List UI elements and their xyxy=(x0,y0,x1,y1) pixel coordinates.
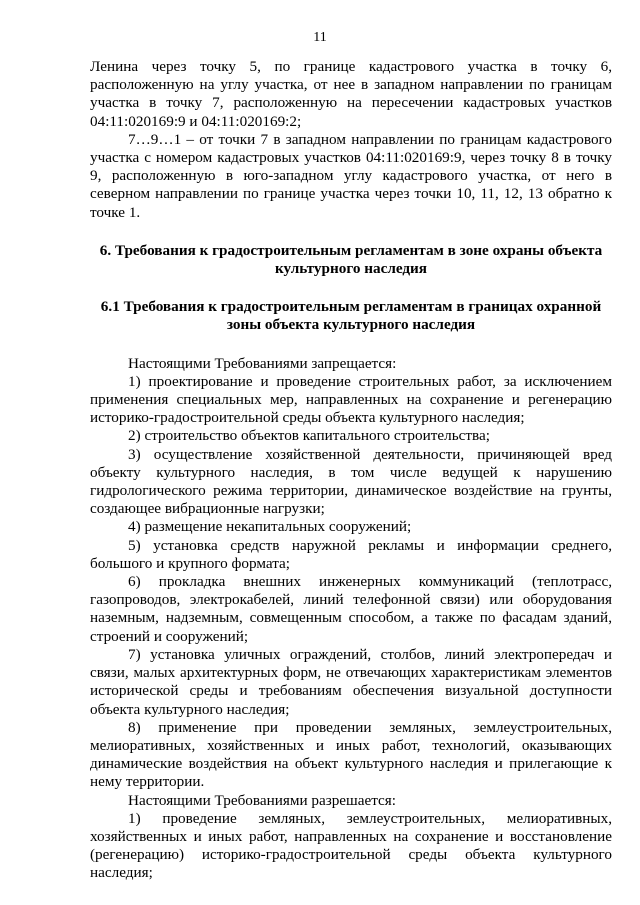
prohibited-item: 4) размещение некапитальных сооружений; xyxy=(128,518,412,536)
section-heading-6-1: 6.1 Требования к градостроительным регламентам в границах охранной зоны объекта культурного наследия xyxy=(100,298,602,334)
paragraph-boundary-description: 7…9…1 – от точки 7 в западном направлении по границам кадастрового участка с номером кадастровых участков 04:11:020169:9, через точку 8 в точку 9, расположенную в юго-западном углу кадастрового участка, от него в северном направлении по границе участка через точки 10, 11, 12, 13 обратно к точке 1. xyxy=(90,130,612,221)
prohibited-item: 3) осуществление хозяйственной деятельности, причиняющей вред объекту культурного наследия, в том числе ведущей к нарушению гидрологического режима территории, динамическое воздействие на грунты, создающее вибрационные нагрузки; xyxy=(90,445,612,518)
prohibited-item: 6) прокладка внешних инженерных коммуникаций (теплотрасс, газопроводов, электрокабелей, линий телефонной связи) или оборудования наземным, надземным, совмещенным способом, а также по фасадам зданий, строений и сооружений; xyxy=(90,573,612,645)
prohibited-item: 5) установка средств наружной рекламы и информации среднего, большого и крупного формата; xyxy=(90,536,612,572)
prohibited-item: 2) строительство объектов капитального строительства; xyxy=(128,427,490,445)
paragraph-continuation: Ленина через точку 5, по границе кадастрового участка в точку 6, расположенную на углу участка, от нее в западном направлении по границам участка в точку 7, расположенную на пересечении кадастровых участков 04:11:020169:9 и 04:11:020169:2; xyxy=(90,58,612,130)
prohibited-item: 1) проектирование и проведение строительных работ, за исключением применения специальных мер, направленных на сохранение и регенерацию историко-градостроительной среды объекта культурного наследия; xyxy=(90,372,612,427)
section-heading-6: 6. Требования к градостроительным регламентам в зоне охраны объекта культурного наследия xyxy=(99,241,603,278)
document-body xyxy=(90,58,612,883)
allowed-item: 1) проведение земляных, землеустроительных, мелиоративных, хозяйственных и иных работ, направленных на сохранение и восстановление (регенерацию) историко-градостроительной среды объекта культурного наследия; xyxy=(90,809,612,882)
prohibited-item: 8) применение при проведении земляных, землеустроительных, мелиоративных, хозяйственных и иных работ, технологий, оказывающих динамические воздействия на объект культурного наследия и прилегающие к нему территории. xyxy=(90,718,612,791)
page-number: 11 xyxy=(313,30,327,45)
allowed-intro: Настоящими Требованиями разрешается: xyxy=(128,791,396,809)
prohibited-item: 7) установка уличных ограждений, столбов, линий электропередач и связи, малых архитектурных форм, не отвечающих характеристикам элементов исторической среды и требованиям обеспечения визуальной доступности объекта культурного наследия; xyxy=(90,645,612,718)
prohibited-intro: Настоящими Требованиями запрещается: xyxy=(128,354,397,372)
